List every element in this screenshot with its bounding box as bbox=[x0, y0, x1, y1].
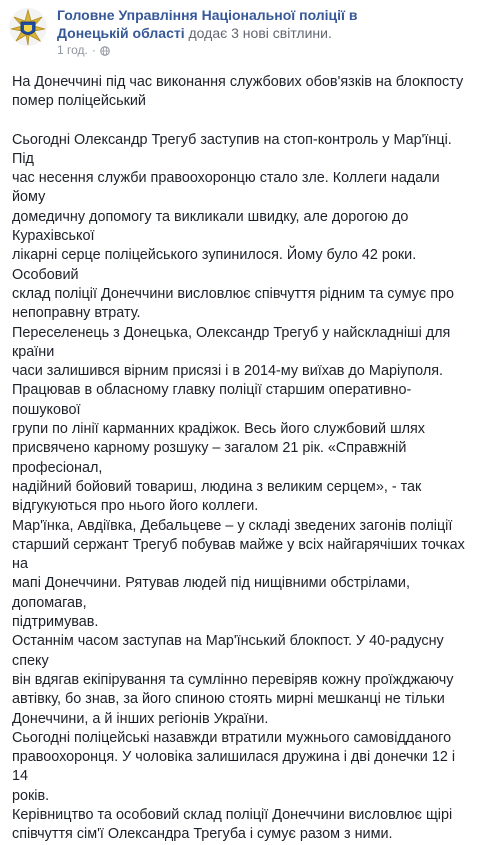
post-paragraph: Сьогодні поліцейські назавжди втратили мужнього самовідданого правоохоронця. У чоловіка залишилася дружина і дві донечки 12 і 14 років. bbox=[12, 729, 456, 804]
page-avatar[interactable] bbox=[8, 7, 48, 47]
page-name-link-line1[interactable]: Головне Управління Національної поліції в bbox=[57, 7, 358, 23]
post-meta bbox=[57, 42, 110, 58]
page-name-link-line2[interactable]: Донецькій області bbox=[57, 25, 185, 41]
post-paragraph: Керівництво та особовий склад поліції Донеччини висловлює щірі співчуття сім'ї Олександра Трегуба і сумує разом з ними. bbox=[12, 806, 453, 843]
meta-separator: · bbox=[91, 43, 96, 57]
post-headline: На Донеччині під час виконання службових обов'язків на блокпосту помер поліцейський bbox=[12, 74, 464, 110]
post-header bbox=[0, 0, 485, 64]
post-action-text: додає 3 нові світлини. bbox=[184, 25, 332, 41]
post-paragraph: Працював в обласному главку поліції старшим оперативно-пошукової групи по лінії карманних крадіжок. Весь його службовий шлях присвячено карному розшуку – загалом 21 рік. «Справжній професіонал, надійний бойовий товариш, людина з великим серцем», - так відгукуються про нього його коллеги. bbox=[12, 382, 426, 515]
post-paragraph: Останнім часом заступав на Мар'їнський блокпост. У 40-радусну спеку він вдягав екіпірування та сумлінно перевіряв кожну проїжджаючу автівку, бо знав, за його спиною стоять мирні мешканці не тільки Донеччини, а й інших регіонів України. bbox=[12, 633, 454, 727]
post-timestamp[interactable]: 1 год. bbox=[57, 43, 88, 57]
globe-icon[interactable] bbox=[100, 46, 110, 56]
police-emblem-icon bbox=[8, 7, 48, 47]
page-name bbox=[57, 6, 477, 42]
post-paragraph: Мар'їнка, Авдіївка, Дебальцеве – у складі зведених загонів поліції старший сержант Трегуб побував майже у всіх найгарячіших точках на мапі Донеччини. Рятував людей під нищівними обстрілами, допомагав, підтримував. bbox=[12, 517, 465, 631]
post-body bbox=[12, 73, 474, 845]
post-paragraph: Сьогодні Олександр Трегуб заступив на стоп-контроль у Мар'їнці. Під час несення служби правоохоронцю стало зле. Коллеги надали йому домедичну допомогу та викликали швидку, але дорогою до Курахівської лікарні серце поліцейського зупинилося. Йому було 42 роки. Особовий склад поліції Донеччини висловлює співчуття рідним та сумує про непоправну втрату. bbox=[12, 131, 455, 322]
post-paragraph: Переселенець з Донецька, Олександр Трегуб у найскладніші для країни часи залишився вірним присязі і в 2014-му виїхав до Маріуполя. bbox=[12, 324, 451, 380]
